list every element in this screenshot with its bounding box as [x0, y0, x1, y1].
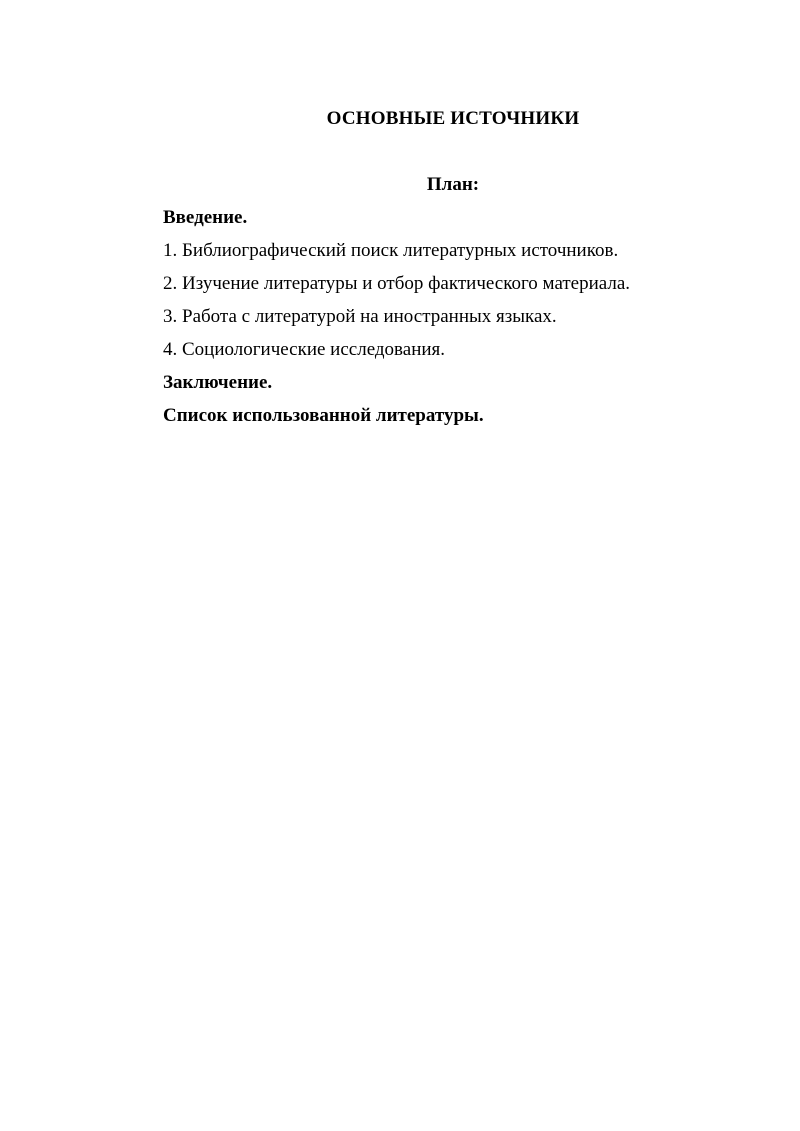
plan-item-references: Список использованной литературы. [163, 405, 484, 426]
plan-item-4: 4. Социологические исследования. [163, 339, 446, 360]
plan-item-2: 2. Изучение литературы и отбор фактического материала. [163, 273, 631, 294]
plan-item-3: 3. Работа с литературой на иностранных языках. [163, 306, 557, 327]
plan-item-1: 1. Библиографический поиск литературных источников. [163, 240, 619, 261]
plan-heading: План: [426, 174, 480, 195]
plan-list [163, 207, 763, 438]
plan-item-introduction: Введение. [163, 207, 248, 228]
plan-item-conclusion: Заключение. [163, 372, 273, 393]
document-title: ОСНОВНЫЕ ИСТОЧНИКИ [326, 108, 580, 129]
